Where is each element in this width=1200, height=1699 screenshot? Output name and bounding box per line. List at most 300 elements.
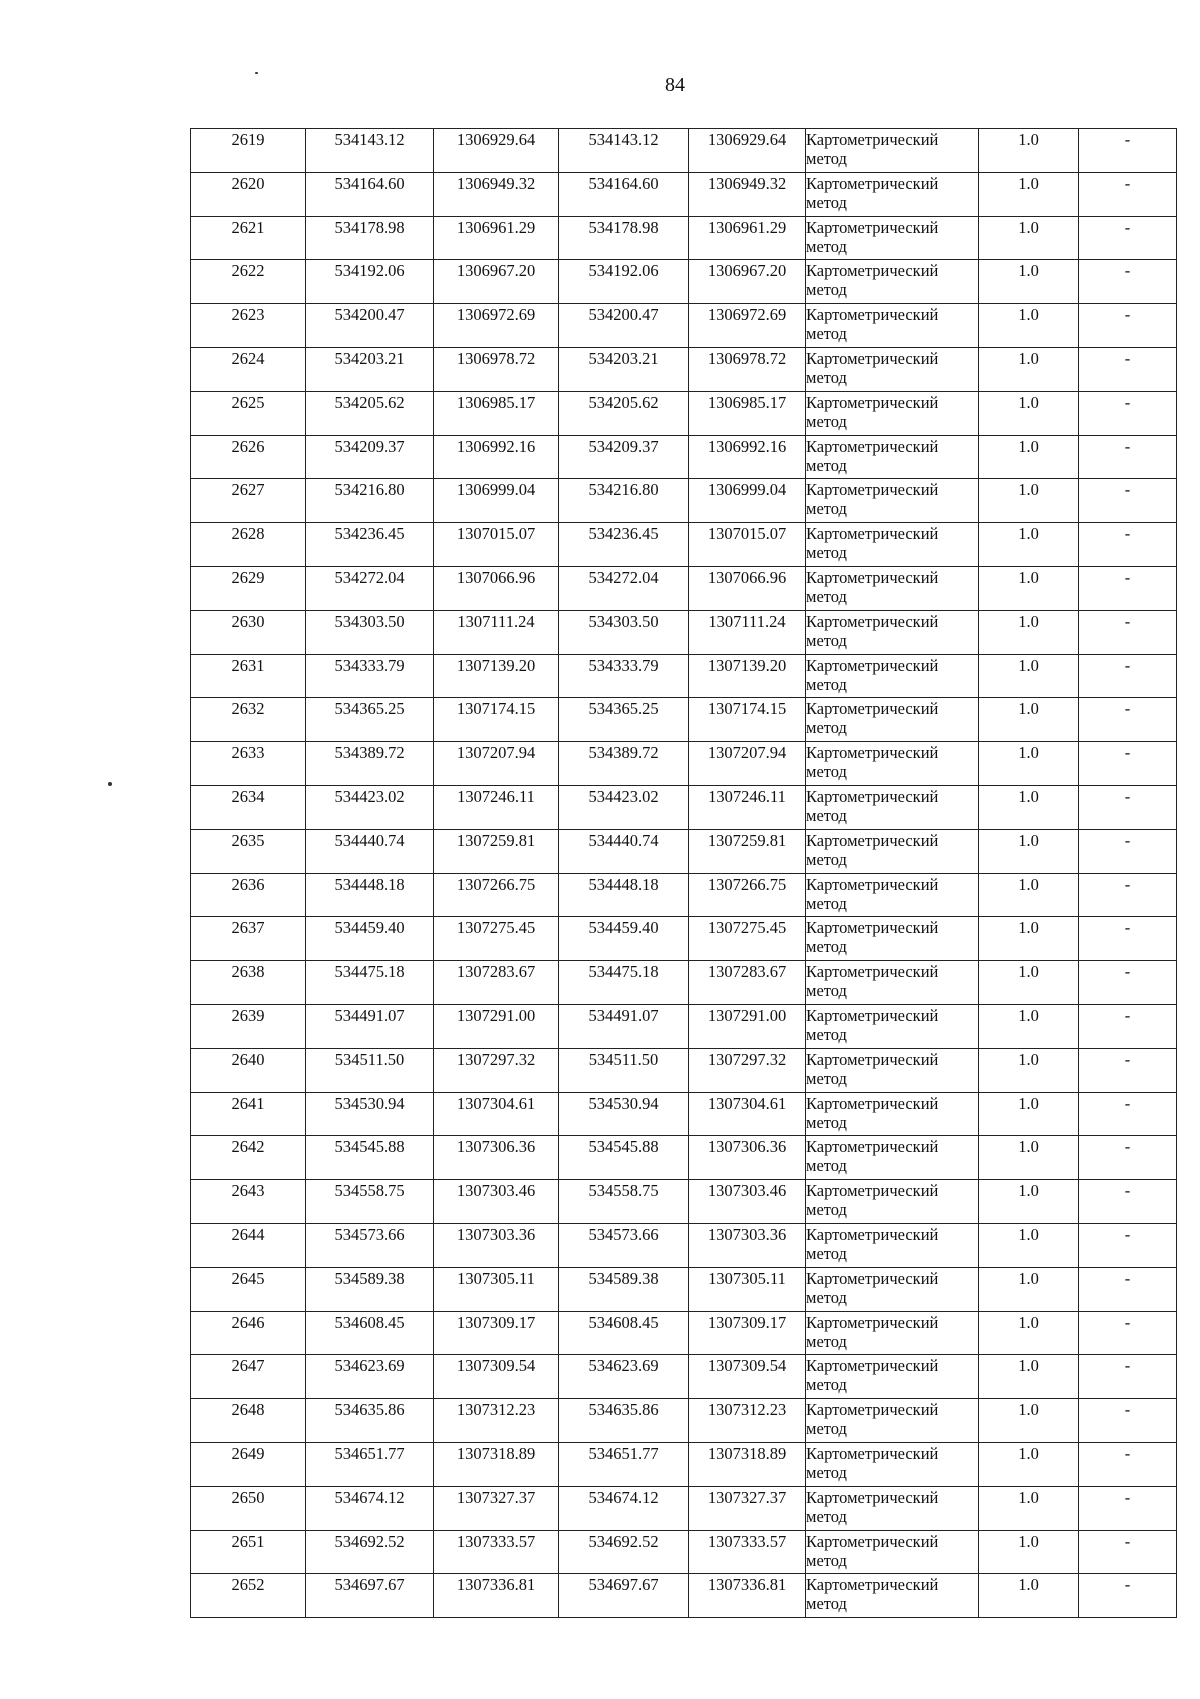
x-coordinate-cell: 534143.12	[306, 129, 434, 173]
point-number-cell: 2652	[191, 1574, 306, 1618]
table-row	[191, 654, 1177, 698]
y-coordinate-new-cell: 1307207.94	[689, 742, 806, 786]
x-coordinate-new-cell: 534545.88	[559, 1136, 689, 1180]
point-number-cell: 2629	[191, 566, 306, 610]
x-coordinate-cell: 534203.21	[306, 347, 434, 391]
note-cell: -	[1079, 129, 1177, 173]
accuracy-cell: 1.0	[979, 785, 1079, 829]
method-cell: Картометрический метод	[806, 610, 979, 654]
point-number-cell: 2633	[191, 742, 306, 786]
y-coordinate-cell: 1307297.32	[434, 1048, 559, 1092]
x-coordinate-new-cell: 534205.62	[559, 391, 689, 435]
table-row	[191, 260, 1177, 304]
y-coordinate-new-cell: 1306972.69	[689, 304, 806, 348]
y-coordinate-cell: 1307303.36	[434, 1223, 559, 1267]
accuracy-cell: 1.0	[979, 1180, 1079, 1224]
point-number-cell: 2637	[191, 917, 306, 961]
accuracy-cell: 1.0	[979, 610, 1079, 654]
accuracy-cell: 1.0	[979, 1355, 1079, 1399]
x-coordinate-cell: 534608.45	[306, 1311, 434, 1355]
y-coordinate-new-cell: 1307297.32	[689, 1048, 806, 1092]
x-coordinate-new-cell: 534164.60	[559, 172, 689, 216]
accuracy-cell: 1.0	[979, 1486, 1079, 1530]
note-cell: -	[1079, 1048, 1177, 1092]
y-coordinate-cell: 1306992.16	[434, 435, 559, 479]
y-coordinate-new-cell: 1307275.45	[689, 917, 806, 961]
table-row	[191, 216, 1177, 260]
accuracy-cell: 1.0	[979, 1092, 1079, 1136]
accuracy-cell: 1.0	[979, 260, 1079, 304]
y-coordinate-cell: 1306967.20	[434, 260, 559, 304]
y-coordinate-cell: 1306929.64	[434, 129, 559, 173]
y-coordinate-new-cell: 1307309.17	[689, 1311, 806, 1355]
point-number-cell: 2635	[191, 829, 306, 873]
x-coordinate-cell: 534178.98	[306, 216, 434, 260]
note-cell: -	[1079, 435, 1177, 479]
method-cell: Картометрический метод	[806, 1486, 979, 1530]
x-coordinate-cell: 534623.69	[306, 1355, 434, 1399]
method-cell: Картометрический метод	[806, 260, 979, 304]
point-number-cell: 2621	[191, 216, 306, 260]
note-cell: -	[1079, 785, 1177, 829]
method-cell: Картометрический метод	[806, 129, 979, 173]
y-coordinate-new-cell: 1307312.23	[689, 1399, 806, 1443]
accuracy-cell: 1.0	[979, 873, 1079, 917]
y-coordinate-new-cell: 1307303.46	[689, 1180, 806, 1224]
note-cell: -	[1079, 1486, 1177, 1530]
note-cell: -	[1079, 172, 1177, 216]
x-coordinate-cell: 534200.47	[306, 304, 434, 348]
y-coordinate-cell: 1307304.61	[434, 1092, 559, 1136]
x-coordinate-new-cell: 534200.47	[559, 304, 689, 348]
y-coordinate-cell: 1307306.36	[434, 1136, 559, 1180]
note-cell: -	[1079, 1399, 1177, 1443]
y-coordinate-cell: 1307312.23	[434, 1399, 559, 1443]
method-cell: Картометрический метод	[806, 654, 979, 698]
point-number-cell: 2651	[191, 1530, 306, 1574]
table-row	[191, 304, 1177, 348]
x-coordinate-cell: 534216.80	[306, 479, 434, 523]
method-cell: Картометрический метод	[806, 829, 979, 873]
table-row	[191, 785, 1177, 829]
x-coordinate-new-cell: 534692.52	[559, 1530, 689, 1574]
point-number-cell: 2644	[191, 1223, 306, 1267]
note-cell: -	[1079, 698, 1177, 742]
x-coordinate-new-cell: 534589.38	[559, 1267, 689, 1311]
method-cell: Картометрический метод	[806, 698, 979, 742]
x-coordinate-cell: 534573.66	[306, 1223, 434, 1267]
y-coordinate-new-cell: 1306929.64	[689, 129, 806, 173]
x-coordinate-new-cell: 534697.67	[559, 1574, 689, 1618]
y-coordinate-new-cell: 1307283.67	[689, 961, 806, 1005]
accuracy-cell: 1.0	[979, 1574, 1079, 1618]
y-coordinate-cell: 1306978.72	[434, 347, 559, 391]
accuracy-cell: 1.0	[979, 129, 1079, 173]
point-number-cell: 2627	[191, 479, 306, 523]
method-cell: Картометрический метод	[806, 961, 979, 1005]
y-coordinate-cell: 1307303.46	[434, 1180, 559, 1224]
x-coordinate-new-cell: 534236.45	[559, 523, 689, 567]
y-coordinate-cell: 1306972.69	[434, 304, 559, 348]
x-coordinate-cell: 534558.75	[306, 1180, 434, 1224]
table-row	[191, 1574, 1177, 1618]
accuracy-cell: 1.0	[979, 1442, 1079, 1486]
y-coordinate-new-cell: 1307333.57	[689, 1530, 806, 1574]
y-coordinate-new-cell: 1307111.24	[689, 610, 806, 654]
method-cell: Картометрический метод	[806, 917, 979, 961]
method-cell: Картометрический метод	[806, 1399, 979, 1443]
x-coordinate-cell: 534389.72	[306, 742, 434, 786]
x-coordinate-cell: 534192.06	[306, 260, 434, 304]
x-coordinate-cell: 534635.86	[306, 1399, 434, 1443]
x-coordinate-new-cell: 534365.25	[559, 698, 689, 742]
y-coordinate-new-cell: 1306985.17	[689, 391, 806, 435]
table-row	[191, 1486, 1177, 1530]
point-number-cell: 2649	[191, 1442, 306, 1486]
method-cell: Картометрический метод	[806, 304, 979, 348]
y-coordinate-cell: 1307318.89	[434, 1442, 559, 1486]
x-coordinate-new-cell: 534448.18	[559, 873, 689, 917]
accuracy-cell: 1.0	[979, 1136, 1079, 1180]
point-number-cell: 2630	[191, 610, 306, 654]
y-coordinate-cell: 1307139.20	[434, 654, 559, 698]
accuracy-cell: 1.0	[979, 917, 1079, 961]
y-coordinate-cell: 1307291.00	[434, 1004, 559, 1048]
x-coordinate-cell: 534651.77	[306, 1442, 434, 1486]
scan-speck	[255, 72, 258, 74]
y-coordinate-new-cell: 1307327.37	[689, 1486, 806, 1530]
note-cell: -	[1079, 1180, 1177, 1224]
method-cell: Картометрический метод	[806, 435, 979, 479]
y-coordinate-cell: 1307333.57	[434, 1530, 559, 1574]
note-cell: -	[1079, 1267, 1177, 1311]
y-coordinate-cell: 1307336.81	[434, 1574, 559, 1618]
method-cell: Картометрический метод	[806, 1355, 979, 1399]
note-cell: -	[1079, 391, 1177, 435]
x-coordinate-cell: 534209.37	[306, 435, 434, 479]
y-coordinate-new-cell: 1307309.54	[689, 1355, 806, 1399]
x-coordinate-cell: 534440.74	[306, 829, 434, 873]
method-cell: Картометрический метод	[806, 1530, 979, 1574]
table-row	[191, 1092, 1177, 1136]
y-coordinate-new-cell: 1307304.61	[689, 1092, 806, 1136]
x-coordinate-cell: 534333.79	[306, 654, 434, 698]
y-coordinate-cell: 1307207.94	[434, 742, 559, 786]
x-coordinate-new-cell: 534623.69	[559, 1355, 689, 1399]
table-row	[191, 698, 1177, 742]
y-coordinate-new-cell: 1307266.75	[689, 873, 806, 917]
note-cell: -	[1079, 216, 1177, 260]
x-coordinate-new-cell: 534143.12	[559, 129, 689, 173]
x-coordinate-cell: 534365.25	[306, 698, 434, 742]
table-row	[191, 523, 1177, 567]
table-row	[191, 1311, 1177, 1355]
x-coordinate-new-cell: 534491.07	[559, 1004, 689, 1048]
x-coordinate-new-cell: 534558.75	[559, 1180, 689, 1224]
note-cell: -	[1079, 1136, 1177, 1180]
x-coordinate-new-cell: 534203.21	[559, 347, 689, 391]
method-cell: Картометрический метод	[806, 873, 979, 917]
x-coordinate-cell: 534589.38	[306, 1267, 434, 1311]
y-coordinate-new-cell: 1307318.89	[689, 1442, 806, 1486]
point-number-cell: 2642	[191, 1136, 306, 1180]
y-coordinate-cell: 1307066.96	[434, 566, 559, 610]
point-number-cell: 2620	[191, 172, 306, 216]
x-coordinate-cell: 534692.52	[306, 1530, 434, 1574]
accuracy-cell: 1.0	[979, 1399, 1079, 1443]
table-row	[191, 1442, 1177, 1486]
method-cell: Картометрический метод	[806, 479, 979, 523]
x-coordinate-new-cell: 534608.45	[559, 1311, 689, 1355]
method-cell: Картометрический метод	[806, 523, 979, 567]
page-number: 84	[665, 74, 685, 96]
y-coordinate-cell: 1307305.11	[434, 1267, 559, 1311]
y-coordinate-new-cell: 1306978.72	[689, 347, 806, 391]
note-cell: -	[1079, 479, 1177, 523]
x-coordinate-cell: 534303.50	[306, 610, 434, 654]
x-coordinate-cell: 534491.07	[306, 1004, 434, 1048]
accuracy-cell: 1.0	[979, 1004, 1079, 1048]
y-coordinate-cell: 1307259.81	[434, 829, 559, 873]
y-coordinate-new-cell: 1306992.16	[689, 435, 806, 479]
x-coordinate-new-cell: 534635.86	[559, 1399, 689, 1443]
accuracy-cell: 1.0	[979, 1267, 1079, 1311]
y-coordinate-new-cell: 1307306.36	[689, 1136, 806, 1180]
table-row	[191, 873, 1177, 917]
point-number-cell: 2622	[191, 260, 306, 304]
method-cell: Картометрический метод	[806, 1092, 979, 1136]
y-coordinate-cell: 1307266.75	[434, 873, 559, 917]
method-cell: Картометрический метод	[806, 1004, 979, 1048]
table-row	[191, 1136, 1177, 1180]
point-number-cell: 2645	[191, 1267, 306, 1311]
y-coordinate-cell: 1307246.11	[434, 785, 559, 829]
x-coordinate-new-cell: 534209.37	[559, 435, 689, 479]
method-cell: Картометрический метод	[806, 1442, 979, 1486]
accuracy-cell: 1.0	[979, 347, 1079, 391]
note-cell: -	[1079, 829, 1177, 873]
y-coordinate-new-cell: 1306999.04	[689, 479, 806, 523]
method-cell: Картометрический метод	[806, 1267, 979, 1311]
x-coordinate-new-cell: 534459.40	[559, 917, 689, 961]
table-row	[191, 1180, 1177, 1224]
note-cell: -	[1079, 1004, 1177, 1048]
table-row	[191, 1530, 1177, 1574]
point-number-cell: 2625	[191, 391, 306, 435]
y-coordinate-new-cell: 1307305.11	[689, 1267, 806, 1311]
method-cell: Картометрический метод	[806, 785, 979, 829]
point-number-cell: 2646	[191, 1311, 306, 1355]
y-coordinate-cell: 1307283.67	[434, 961, 559, 1005]
accuracy-cell: 1.0	[979, 566, 1079, 610]
table-row	[191, 610, 1177, 654]
x-coordinate-cell: 534511.50	[306, 1048, 434, 1092]
point-number-cell: 2636	[191, 873, 306, 917]
coordinates-table	[190, 128, 1177, 1618]
note-cell: -	[1079, 961, 1177, 1005]
accuracy-cell: 1.0	[979, 479, 1079, 523]
note-cell: -	[1079, 1574, 1177, 1618]
x-coordinate-new-cell: 534423.02	[559, 785, 689, 829]
note-cell: -	[1079, 523, 1177, 567]
x-coordinate-cell: 534545.88	[306, 1136, 434, 1180]
table-row	[191, 742, 1177, 786]
point-number-cell: 2640	[191, 1048, 306, 1092]
note-cell: -	[1079, 873, 1177, 917]
accuracy-cell: 1.0	[979, 1048, 1079, 1092]
table-row	[191, 479, 1177, 523]
accuracy-cell: 1.0	[979, 304, 1079, 348]
point-number-cell: 2628	[191, 523, 306, 567]
table-row	[191, 1355, 1177, 1399]
method-cell: Картометрический метод	[806, 1311, 979, 1355]
accuracy-cell: 1.0	[979, 523, 1079, 567]
note-cell: -	[1079, 917, 1177, 961]
y-coordinate-cell: 1307111.24	[434, 610, 559, 654]
point-number-cell: 2648	[191, 1399, 306, 1443]
accuracy-cell: 1.0	[979, 829, 1079, 873]
note-cell: -	[1079, 566, 1177, 610]
note-cell: -	[1079, 742, 1177, 786]
x-coordinate-cell: 534475.18	[306, 961, 434, 1005]
x-coordinate-cell: 534236.45	[306, 523, 434, 567]
x-coordinate-new-cell: 534333.79	[559, 654, 689, 698]
accuracy-cell: 1.0	[979, 742, 1079, 786]
y-coordinate-cell: 1307327.37	[434, 1486, 559, 1530]
x-coordinate-new-cell: 534303.50	[559, 610, 689, 654]
point-number-cell: 2634	[191, 785, 306, 829]
x-coordinate-new-cell: 534440.74	[559, 829, 689, 873]
x-coordinate-new-cell: 534573.66	[559, 1223, 689, 1267]
y-coordinate-cell: 1307309.17	[434, 1311, 559, 1355]
table-row	[191, 347, 1177, 391]
accuracy-cell: 1.0	[979, 1311, 1079, 1355]
table-row	[191, 566, 1177, 610]
method-cell: Картометрический метод	[806, 566, 979, 610]
x-coordinate-cell: 534697.67	[306, 1574, 434, 1618]
note-cell: -	[1079, 260, 1177, 304]
x-coordinate-cell: 534674.12	[306, 1486, 434, 1530]
method-cell: Картометрический метод	[806, 216, 979, 260]
point-number-cell: 2619	[191, 129, 306, 173]
table-row	[191, 917, 1177, 961]
table-row	[191, 129, 1177, 173]
table-body	[191, 129, 1177, 1618]
point-number-cell: 2650	[191, 1486, 306, 1530]
method-cell: Картометрический метод	[806, 172, 979, 216]
accuracy-cell: 1.0	[979, 435, 1079, 479]
x-coordinate-new-cell: 534674.12	[559, 1486, 689, 1530]
accuracy-cell: 1.0	[979, 391, 1079, 435]
method-cell: Картометрический метод	[806, 347, 979, 391]
accuracy-cell: 1.0	[979, 216, 1079, 260]
point-number-cell: 2632	[191, 698, 306, 742]
point-number-cell: 2631	[191, 654, 306, 698]
x-coordinate-cell: 534423.02	[306, 785, 434, 829]
accuracy-cell: 1.0	[979, 172, 1079, 216]
table-row	[191, 1223, 1177, 1267]
x-coordinate-cell: 534448.18	[306, 873, 434, 917]
y-coordinate-cell: 1307309.54	[434, 1355, 559, 1399]
method-cell: Картометрический метод	[806, 391, 979, 435]
y-coordinate-cell: 1306985.17	[434, 391, 559, 435]
method-cell: Картометрический метод	[806, 1574, 979, 1618]
point-number-cell: 2647	[191, 1355, 306, 1399]
accuracy-cell: 1.0	[979, 961, 1079, 1005]
point-number-cell: 2643	[191, 1180, 306, 1224]
y-coordinate-new-cell: 1306967.20	[689, 260, 806, 304]
y-coordinate-cell: 1307015.07	[434, 523, 559, 567]
table-row	[191, 829, 1177, 873]
point-number-cell: 2641	[191, 1092, 306, 1136]
y-coordinate-new-cell: 1307303.36	[689, 1223, 806, 1267]
x-coordinate-new-cell: 534475.18	[559, 961, 689, 1005]
x-coordinate-cell: 534530.94	[306, 1092, 434, 1136]
accuracy-cell: 1.0	[979, 1223, 1079, 1267]
method-cell: Картометрический метод	[806, 742, 979, 786]
note-cell: -	[1079, 1355, 1177, 1399]
table-row	[191, 435, 1177, 479]
point-number-cell: 2639	[191, 1004, 306, 1048]
y-coordinate-new-cell: 1306961.29	[689, 216, 806, 260]
y-coordinate-cell: 1307275.45	[434, 917, 559, 961]
note-cell: -	[1079, 1092, 1177, 1136]
x-coordinate-new-cell: 534178.98	[559, 216, 689, 260]
y-coordinate-new-cell: 1307336.81	[689, 1574, 806, 1618]
x-coordinate-new-cell: 534511.50	[559, 1048, 689, 1092]
x-coordinate-cell: 534272.04	[306, 566, 434, 610]
table-row	[191, 1267, 1177, 1311]
accuracy-cell: 1.0	[979, 654, 1079, 698]
x-coordinate-new-cell: 534389.72	[559, 742, 689, 786]
note-cell: -	[1079, 610, 1177, 654]
y-coordinate-new-cell: 1307259.81	[689, 829, 806, 873]
table-row	[191, 172, 1177, 216]
table-row	[191, 391, 1177, 435]
x-coordinate-new-cell: 534272.04	[559, 566, 689, 610]
point-number-cell: 2638	[191, 961, 306, 1005]
note-cell: -	[1079, 1223, 1177, 1267]
note-cell: -	[1079, 304, 1177, 348]
point-number-cell: 2623	[191, 304, 306, 348]
accuracy-cell: 1.0	[979, 1530, 1079, 1574]
x-coordinate-new-cell: 534192.06	[559, 260, 689, 304]
method-cell: Картометрический метод	[806, 1048, 979, 1092]
method-cell: Картометрический метод	[806, 1223, 979, 1267]
y-coordinate-cell: 1306999.04	[434, 479, 559, 523]
note-cell: -	[1079, 1530, 1177, 1574]
y-coordinate-cell: 1307174.15	[434, 698, 559, 742]
y-coordinate-cell: 1306949.32	[434, 172, 559, 216]
table-row	[191, 1004, 1177, 1048]
x-coordinate-cell: 534459.40	[306, 917, 434, 961]
note-cell: -	[1079, 347, 1177, 391]
method-cell: Картометрический метод	[806, 1180, 979, 1224]
table-row	[191, 961, 1177, 1005]
y-coordinate-new-cell: 1307246.11	[689, 785, 806, 829]
x-coordinate-cell: 534164.60	[306, 172, 434, 216]
note-cell: -	[1079, 1442, 1177, 1486]
table-row	[191, 1399, 1177, 1443]
x-coordinate-new-cell: 534530.94	[559, 1092, 689, 1136]
y-coordinate-new-cell: 1307291.00	[689, 1004, 806, 1048]
note-cell: -	[1079, 654, 1177, 698]
y-coordinate-new-cell: 1306949.32	[689, 172, 806, 216]
y-coordinate-new-cell: 1307174.15	[689, 698, 806, 742]
table-row	[191, 1048, 1177, 1092]
x-coordinate-new-cell: 534651.77	[559, 1442, 689, 1486]
y-coordinate-cell: 1306961.29	[434, 216, 559, 260]
